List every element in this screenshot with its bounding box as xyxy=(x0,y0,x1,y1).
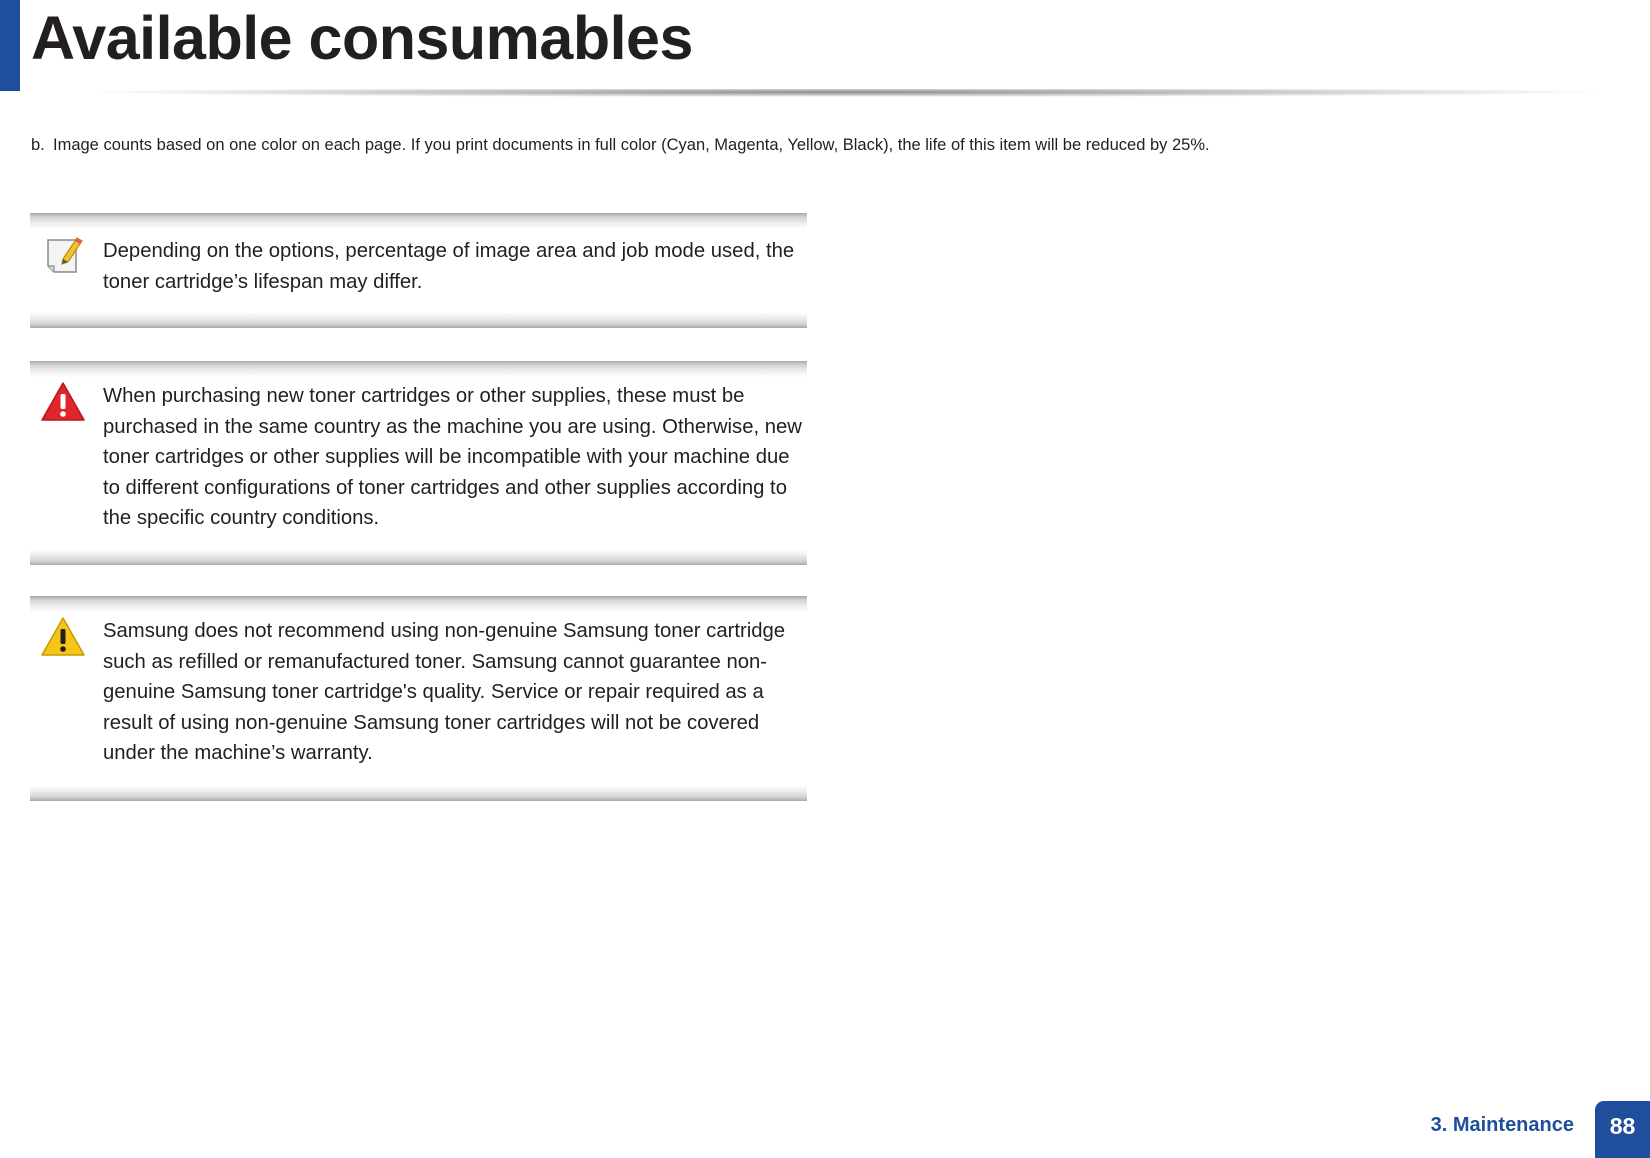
footnote-text: Image counts based on one color on each page. If you print documents in full color (Cyan, Magenta, Yellow, Black), the life of this item will be reduced by 25%. xyxy=(53,136,1210,154)
callout-bottom-band xyxy=(30,312,807,328)
warning-text: When purchasing new toner cartridges or other supplies, these must be purchased in the same country as the machine you are using. Otherwise, new toner cartridges or other supplies will be incompatible with your machine due to different configurations of toner cartridges and other supplies according to the specific country conditions. xyxy=(103,385,802,529)
note-pencil-icon xyxy=(40,235,86,277)
note-callout xyxy=(30,213,807,328)
caution-text: Samsung does not recommend using non-genuine Samsung toner cartridge such as refilled or remanufactured toner. Samsung cannot guarantee non-genuine Samsung toner cartridge's quality. Service or repair required as a result of using non-genuine Samsung toner cartridges will not be covered under the machine’s warranty. xyxy=(103,620,786,764)
warning-callout xyxy=(30,361,807,565)
callout-bottom-band xyxy=(30,549,807,565)
note-text: Depending on the options, percentage of image area and job mode used, the toner cartridge’s lifespan may differ. xyxy=(103,240,795,293)
title-accent-bar xyxy=(0,0,20,91)
page-number: 88 xyxy=(1595,1101,1650,1158)
footer-section-label: 3. Maintenance xyxy=(1430,1114,1574,1136)
footnote xyxy=(31,132,1210,158)
warning-red-icon xyxy=(40,381,86,423)
title-divider xyxy=(95,89,1595,97)
caution-callout xyxy=(30,596,807,801)
footnote-marker: b. xyxy=(31,136,45,154)
callout-top-band xyxy=(30,213,807,229)
callout-top-band xyxy=(30,361,807,377)
caution-yellow-icon xyxy=(40,616,86,658)
callout-top-band xyxy=(30,596,807,612)
page-title: Available consumables xyxy=(31,4,693,72)
callout-bottom-band xyxy=(30,785,807,801)
